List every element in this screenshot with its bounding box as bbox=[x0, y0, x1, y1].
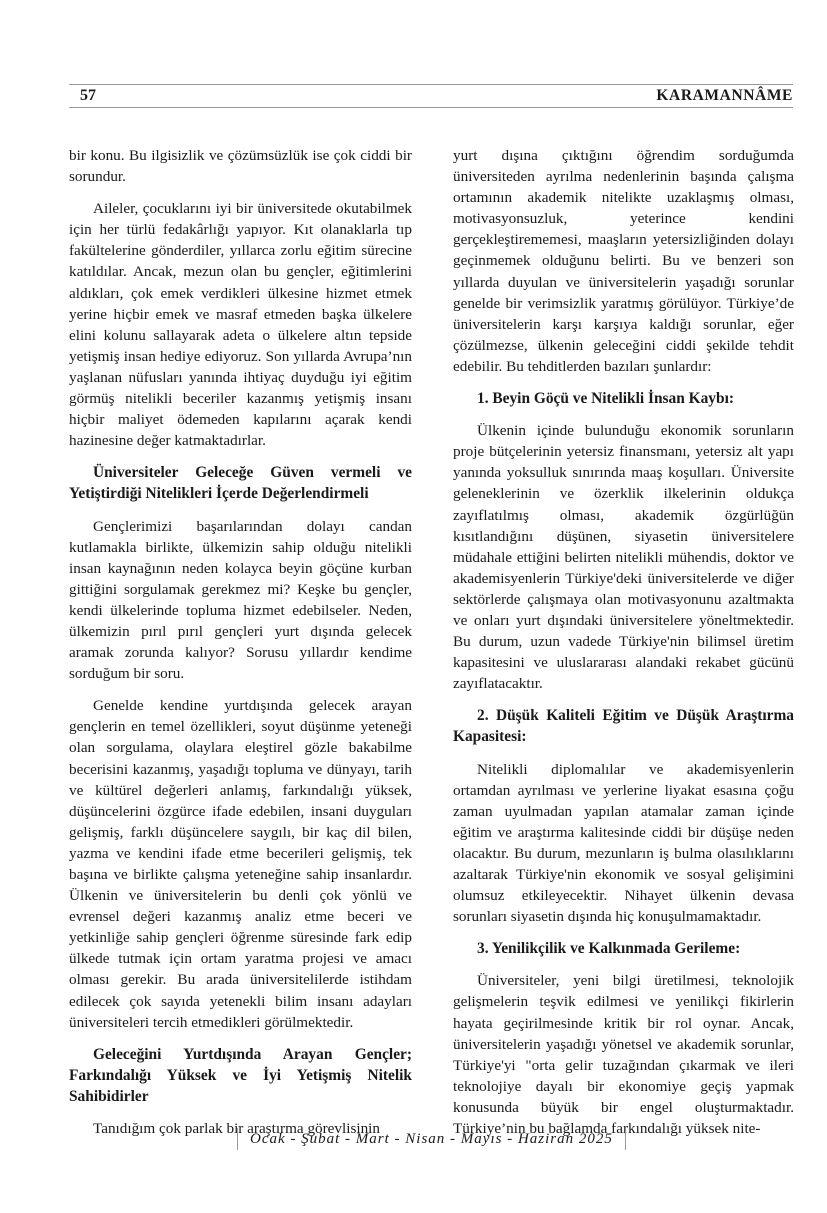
page-header bbox=[69, 84, 793, 108]
paragraph: Nitelikli diplomalılar ve akademisyenlerin ortamdan ayrılması ve yerlerine liyakat esasına çoğu zaman uyulmadan yapılan atamalar zaman içinde eğitim ve araştırma kalitesinde ciddi bir düşüşe neden olacaktır. Bu durum, mezunların iş bulma olasılıklarını azaltarak Türkiye'nin ekonomik ve sosyal gelişimini olumsuz etkileyecektir. Nihayet ülkenin devasa sorunları siyasetin dışında hiç konuşulmamaktadır. bbox=[453, 760, 794, 926]
section-heading: 3. Yenilikçilik ve Kalkınmada Gerileme: bbox=[477, 940, 741, 958]
paragraph: Gençlerimizi başarılarından dolayı candan kutlamakla birlikte, ülkemizin sahip olduğu nitelikli insan kaynağının neden kolayca beyin göçüne kurban gittiğini sorgulamak gerekmez mi? Keşke bu gençler, kendi ülkelerinde topluma hizmet edebilseler. Neden, ülkemizin pırıl pırıl gençleri yurt dışında gelecek aramak zorunda kalıyor? Sorusu yıllardır kendime sorduğum bir soru. bbox=[69, 517, 412, 683]
paragraph: Genelde kendine yurtdışında gelecek arayan gençlerin en temel özellikleri, soyut düşünme yeteneği olan sorgulama, olaylara eleştirel gözle bakabilme becerisini kazanmış, yaşadığı topluma ve dünyayı, tarih ve kültürel değerleri anlamış, farkındalığı yüksek, düşüncelerini özgürce ifade edebilen, insani duyguları gelişmiş, farklı düşüncelere saygılı, bir kaç dil bilen, yazma ve kendini ifade etme becerileri gelişmiş, tek başına ve birlikte çalışma yeteneğine sahip insanlardır. Ülkenin ve üniversitelerin bu denli çok yönlü ve evrensel değeri kazanmış analiz etme beceri ve yetkinliğe sahip gençleri öğrenme süresinde fark edip ülkede tutmak için ortam yaratma projesi ve amacı olması gerekir. Bu arada üniversitelilerde istihdam edilecek çok sayıda yetenekli bilim insanı adayları üniversiteleri tercih etmedikleri görülmektedir. bbox=[69, 697, 412, 1031]
paragraph: Üniversiteler, yeni bilgi üretilmesi, teknolojik gelişmelerin teşvik edilmesi ve yenilikçi fikirlerin hayata geçirilmesinde kritik bir rol oynar. Ancak, üniversitelerin yaşadığı yönetsel ve akademik sorunlar, Türkiye'yi "orta gelir tuzağından çıkarmak ve ileri teknolojiye dayalı bir ekonomiye geçiş yapmak konusunda büyük bir engel oluşturmaktadır. Türkiye’nin bu bağlamda farkındalığı yüksek nite- bbox=[453, 972, 794, 1138]
section-heading: Üniversiteler Geleceğe Güven vermeli ve Yetiştirdiği Nitelikleri İçerde Değerlendirmeli bbox=[69, 464, 412, 503]
page-number: 57 bbox=[80, 87, 96, 104]
paragraph: Tanıdığım çok parlak bir araştırma görevlisinin bbox=[93, 1120, 380, 1138]
paragraph: bir konu. Bu ilgisizlik ve çözümsüzlük ise çok ciddi bir sorundur. bbox=[69, 147, 412, 186]
section-heading: 2. Düşük Kaliteli Eğitim ve Düşük Araştırma Kapasitesi: bbox=[453, 707, 794, 746]
section-heading: Geleceğini Yurtdışında Arayan Gençler; Farkındalığı Yüksek ve İyi Yetişmiş Nitelik Sahibidirler bbox=[69, 1045, 412, 1105]
paragraph: yurt dışına çıktığını öğrendim sorduğumda üniversiteden ayrılma nedenlerinin başında çalışma ortamının akademik nitelikte uzaklaşmış olması, motivasyonsuzluk, yeterince kendini gerçekleştirememesi, maaşların yetersizliğinden dolayı geçinmemek olduğunu belirti. Bu ve benzeri son yıllarda duyulan ve üniversitelerin yaşadığı sorunlar genelde bir verimsizlik yaratmış görülüyor. Türkiye’de üniversitelerin karşı karşıya kaldığı sorunlar, eğer çözülmezse, ülkenin geleceğini ciddi şekilde tehdit edebilir. Bu tehditlerden bazıları şunlardır: bbox=[453, 147, 794, 375]
left-column bbox=[69, 145, 412, 1150]
paragraph: Aileler, çocuklarını iyi bir üniversitede okutabilmek için her türlü fedakârlığı yapıyor. Kıt olanaklarla tıp fakültelerine gönderdiler, yıllarca zorlu eğitim sürecine katıldılar. Ancak, mezun olan bu gençler, eğitimlerini aldıkları, çok emek verdikleri ülkesine hizmet etmek yerine hiçbir emek ve masraf etmeden başka ülkelere elini kolunu sallayarak adeta o ülkelere altın tepside yetişmiş insan hediye ediyoruz. Son yıllarda Avrupa’nın yaşlanan nüfusları yanında ihtiyaç duyduğu iyi eğitim görmüş nitelikli beceriler kazanmış yetişmiş insanı hiçbir maliyet ödemeden kapılarını açarak kendi hazinesine değer katmaktadırlar. bbox=[69, 200, 412, 450]
right-column bbox=[453, 145, 794, 1150]
issue-footer: Ocak - Şubat - Mart - Nisan - Mayıs - Haziran 2025 bbox=[237, 1128, 626, 1150]
paragraph: Ülkenin içinde bulunduğu ekonomik sorunların proje bütçelerinin yetersiz finansmanı, yetersiz alt yapı yanında yoksulluk sınırında maaş koşulları. Üniversite geleneklerinin ve özerklik ilkelerinin oldukça zayıflatılmış olması, akademik özgürlüğün kısıtlandığını düşünen, siyasetin üniversitelere müdahale ettiğini belirten nitelikli mühendis, doktor ve akademisyenlerin Türkiye'deki üniversitelerde ve diğer sektörlerde çalışmaya olan motivasyonunu azaltmakta ve onları yurt dışındaki üniversitelere yöneltmektedir. Bu durum, uzun vadede Türkiye'nin bilimsel üretim kapasitesini ve uluslararası alandaki rekabet gücünü zayıflatacaktır. bbox=[453, 422, 794, 693]
section-heading: 1. Beyin Göçü ve Nitelikli İnsan Kaybı: bbox=[477, 390, 734, 408]
journal-title: KARAMANNÂME bbox=[656, 87, 793, 104]
